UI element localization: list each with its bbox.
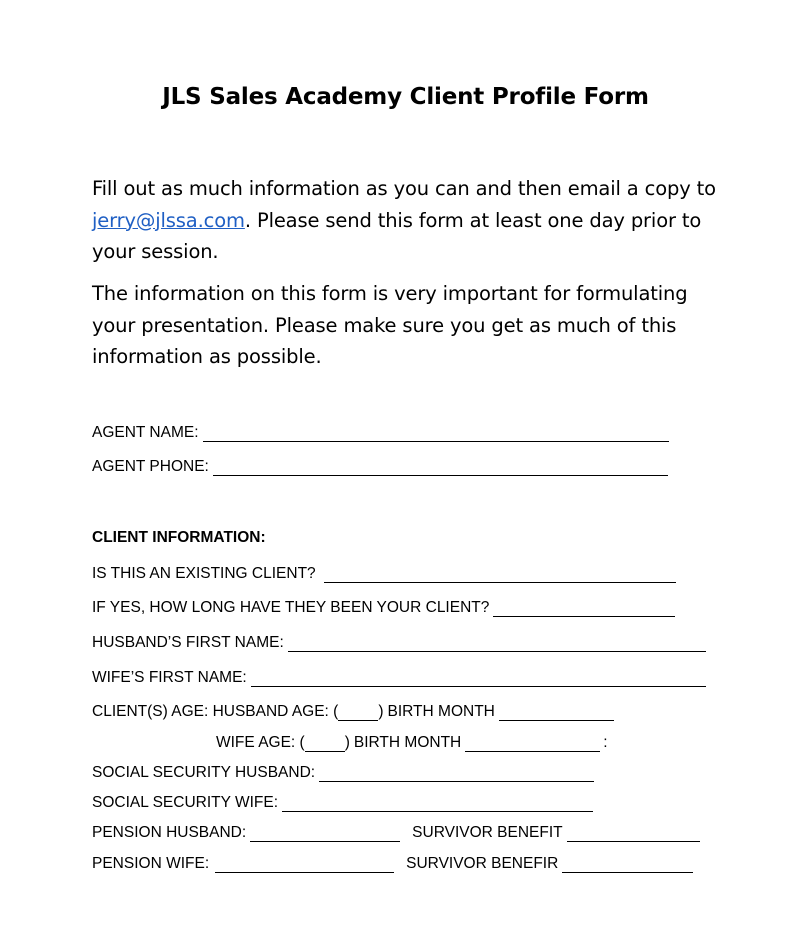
intro-paragraph-2: The information on this form is very important for formulating your presentation. Please make sure you get as much of this information as possible.	[92, 282, 688, 368]
survivor-benefir-field[interactable]	[562, 856, 693, 873]
ss-wife-row	[92, 791, 593, 813]
husband-birth-month-label: BIRTH MONTH	[387, 703, 495, 720]
husband-name-row	[92, 631, 706, 653]
wife-birth-month-field[interactable]	[465, 735, 600, 752]
wife-age-paren-close: )	[344, 734, 350, 751]
client-info-heading-row	[92, 526, 266, 548]
ss-husband-row	[92, 761, 594, 783]
wife-name-row	[92, 666, 706, 688]
client-info-heading: CLIENT INFORMATION:	[92, 529, 266, 546]
agent-phone-label: AGENT PHONE:	[92, 458, 209, 475]
husband-birth-month-field[interactable]	[499, 704, 614, 721]
pension-wife-field[interactable]	[215, 856, 394, 873]
husband-age-field[interactable]	[338, 704, 378, 721]
email-link[interactable]: jerry@jlssa.com	[92, 208, 245, 232]
client-age-label: CLIENT(S) AGE: HUSBAND AGE: (	[92, 703, 339, 720]
intro-text-after: . Please send this form at least one day prior to your session.	[92, 208, 702, 263]
pension-husband-field[interactable]	[250, 825, 400, 842]
wife-name-label: WIFE’S FIRST NAME:	[92, 669, 247, 686]
husband-name-label: HUSBAND’S FIRST NAME:	[92, 634, 284, 651]
existing-client-label: IS THIS AN EXISTING CLIENT?	[92, 565, 316, 582]
intro-text-before: Fill out as much information as you can and then email a copy to	[92, 177, 716, 200]
existing-client-field[interactable]	[324, 566, 676, 583]
agent-phone-row	[92, 455, 668, 477]
how-long-row	[92, 596, 675, 618]
pension-husband-row	[92, 821, 700, 843]
husband-age-paren-close: )	[378, 703, 384, 720]
wife-birth-month-colon: :	[603, 734, 608, 751]
page-title: JLS Sales Academy Client Profile Form	[162, 84, 649, 110]
agent-name-field[interactable]	[203, 425, 669, 442]
survivor-benefir-label: SURVIVOR BENEFIR	[406, 855, 559, 872]
wife-name-field[interactable]	[251, 670, 706, 687]
agent-phone-field[interactable]	[213, 459, 668, 476]
survivor-benefit-field[interactable]	[567, 825, 700, 842]
wife-age-row	[216, 731, 608, 753]
wife-age-label: WIFE AGE: (	[216, 734, 305, 751]
ss-husband-label: SOCIAL SECURITY HUSBAND:	[92, 764, 316, 781]
ss-husband-field[interactable]	[319, 765, 594, 782]
intro-paragraph-1	[92, 173, 732, 268]
existing-client-row	[92, 562, 676, 584]
how-long-label: IF YES, HOW LONG HAVE THEY BEEN YOUR CLIENT?	[92, 599, 490, 616]
pension-wife-row	[92, 852, 693, 874]
ss-wife-field[interactable]	[282, 795, 593, 812]
wife-age-field[interactable]	[305, 735, 345, 752]
agent-name-row	[92, 421, 669, 443]
how-long-field[interactable]	[493, 600, 675, 617]
agent-name-label: AGENT NAME:	[92, 424, 199, 441]
husband-name-field[interactable]	[288, 635, 706, 652]
survivor-benefit-label: SURVIVOR BENEFIT	[412, 824, 563, 841]
pension-wife-label: PENSION WIFE:	[92, 855, 210, 872]
wife-birth-month-label: BIRTH MONTH	[353, 734, 462, 751]
husband-age-row	[92, 700, 614, 722]
pension-husband-label: PENSION HUSBAND:	[92, 824, 247, 841]
ss-wife-label: SOCIAL SECURITY WIFE:	[92, 794, 279, 811]
